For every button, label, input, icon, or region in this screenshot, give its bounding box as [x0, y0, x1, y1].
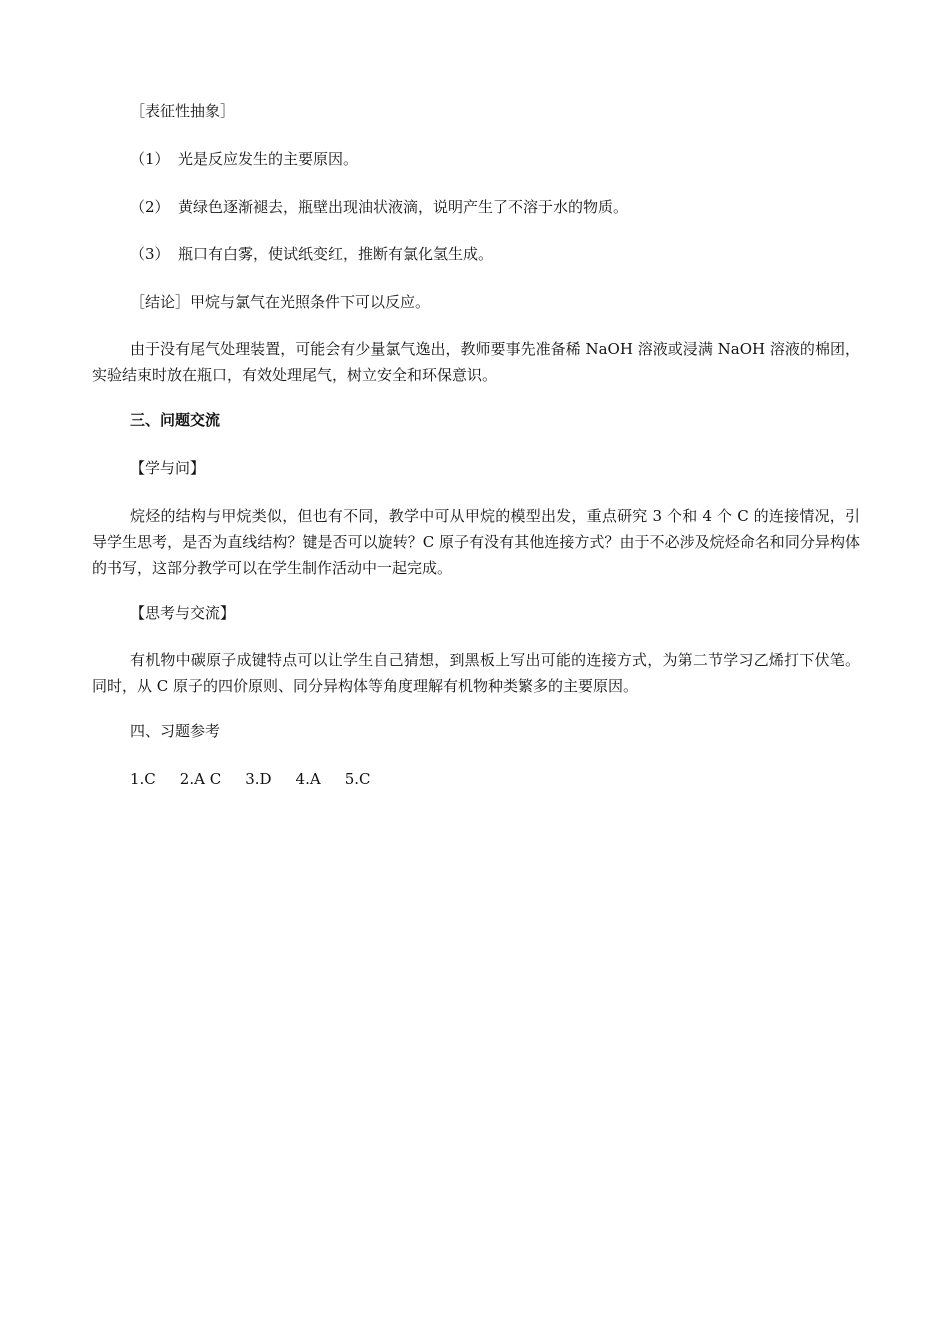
list-item [130, 194, 860, 220]
answer-item: 3.D [245, 770, 272, 788]
xue-yu-wen-heading: 【学与问】 [130, 459, 206, 477]
answers-line [130, 766, 860, 792]
answer-item: 4.A [295, 770, 321, 788]
section-three-title: 三、问题交流 [130, 411, 221, 429]
item-text: 瓶口有白雾，使试纸变红，推断有氯化氢生成。 [178, 245, 494, 263]
answer-item: 5.C [344, 770, 371, 788]
list-item [130, 146, 860, 172]
answer-item: 1.C [130, 770, 156, 788]
answer-item: 2.A C [179, 770, 222, 788]
think-paragraph: 有机物中碳原子成键特点可以让学生自己猜想，到黑板上写出可能的连接方式，为第二节学习乙烯打下伏笔。同时，从 C 原子的四价原则、同分异构体等角度理解有机物种类繁多的主要原因。 [92, 651, 860, 695]
conclusion-text: ［结论］甲烷与氯气在光照条件下可以反应。 [130, 293, 431, 311]
item-text: 光是反应发生的主要原因。 [178, 150, 359, 168]
list-item [130, 241, 860, 267]
item-number: （1） [130, 150, 170, 168]
xue-yu-wen-paragraph: 烷烃的结构与甲烷类似，但也有不同，教学中可从甲烷的模型出发，重点研究 3 个和 4 个 C 的连接情况，引导学生思考，是否为直线结构？键是否可以旋转？C 原子有没有其他连接方式？由于不必涉及烷烃命名和同分异构体的书写，这部分教学可以在学生制作活动中一起完成。 [92, 507, 860, 577]
item-text: 黄绿色逐渐褪去，瓶壁出现油状液滴，说明产生了不溶于水的物质。 [178, 198, 629, 216]
section-four-title: 四、习题参考 [130, 722, 221, 740]
item-number: （2） [130, 198, 170, 216]
item-number: （3） [130, 245, 170, 263]
safety-paragraph: 由于没有尾气处理装置，可能会有少量氯气逸出，教师要事先准备稀 NaOH 溶液或浸满 NaOH 溶液的棉团，实验结束时放在瓶口，有效处理尾气，树立安全和环保意识。 [92, 340, 860, 384]
think-heading: 【思考与交流】 [130, 604, 236, 622]
abstract-heading: ［表征性抽象］ [130, 102, 236, 120]
